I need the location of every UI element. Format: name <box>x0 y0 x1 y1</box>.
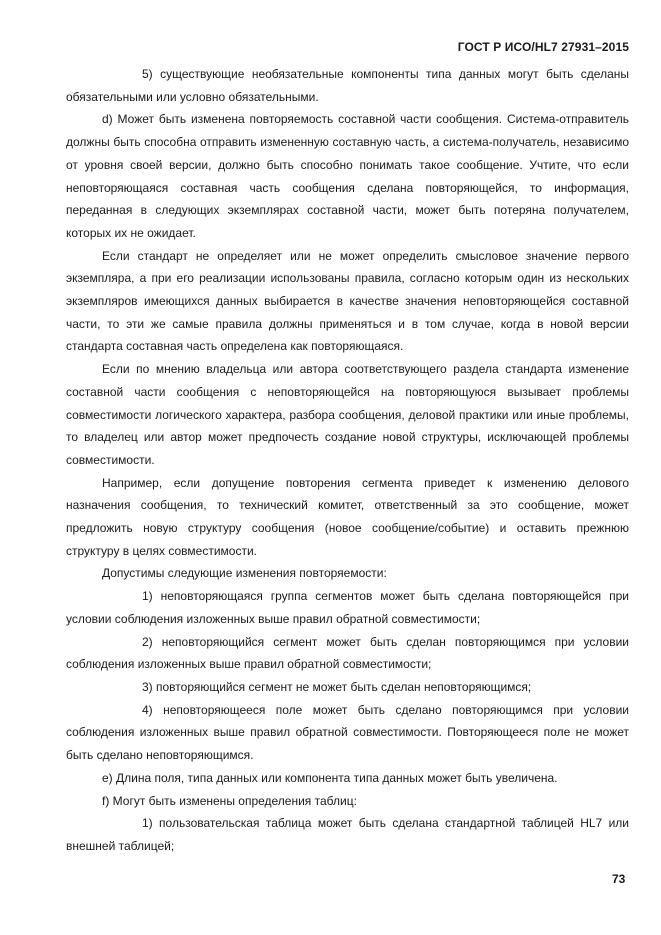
allowed-item-2: 2) неповторяющийся сегмент может быть сделан повторяющимся при условии соблюдения изложенных выше правил обратной совместимости; <box>66 634 629 672</box>
list-item-f1: 1) пользовательская таблица может быть сделана стандартной таблицей HL7 или внешней таблицей; <box>66 816 629 853</box>
page-number: 73 <box>612 872 626 886</box>
allowed-item-1: 1) неповторяющаяся группа сегментов может быть сделана повторяющейся при условии соблюдения изложенных выше правил обратной совместимости; <box>66 589 629 626</box>
paragraph-example: Например, если допущение повторения сегмента приведет к изменению делового назначения сообщения, то технический комитет, ответственный за это сообщение, может предложить новую структуру сообщения (новое сообщение/событие) и оставить прежнюю структуру в целях совместимости. <box>66 475 629 558</box>
paragraph-d: d) Может быть изменена повторяемость составной части сообщения. Система-отправитель должны быть способна отправить измененную составную часть, а система-получатель, независимо от уровня своей версии, должно быть способно понимать такое сообщение. Учтите, что если неповторяющаяся составная часть сообщения сделана повторяющейся, то информация, переданная в следующих экземплярах составной части, может быть потеряна получателем, которых их не ожидает. <box>66 112 629 240</box>
list-item-e: e) Длина поля, типа данных или компонента типа данных может быть увеличена. <box>102 770 558 785</box>
paragraph-standard: Если стандарт не определяет или не может определить смысловое значение первого экземпляра, а при его реализации использованы правила, согласно которым один из нескольких экземпляров имеющихся данных выбирается в качестве значения неповторяющейся составной части, то эти же самые правила должны применяться и в том случае, когда в новой версии стандарта составная часть определена как повторяющаяся. <box>66 248 629 354</box>
paragraph-owner: Если по мнению владельца или автора соответствующего раздела стандарта изменение составной части сообщения с неповторяющейся на повторяющуюся вызывает проблемы совместимости логического характера, разбора сообщения, деловой практики или иные проблемы, то владелец или автор может предпочесть создание новой структуры, исключающей проблемы совместимости. <box>66 362 629 467</box>
allowed-item-3: 3) повторяющийся сегмент не может быть сделан неповторяющимся; <box>142 679 532 694</box>
document-body <box>66 63 629 858</box>
list-item-5: 5) существующие необязательные компоненты типа данных могут быть сделаны обязательными или условно обязательными. <box>66 67 629 104</box>
allowed-item-4: 4) неповторяющееся поле может быть сделано повторяющимся при условии соблюдения изложенных выше правил обратной совместимости. Повторяющееся поле не может быть сделано неповторяющимся. <box>66 702 629 763</box>
allowed-changes-intro: Допустимы следующие изменения повторяемости: <box>102 566 387 581</box>
list-item-f: f) Могут быть изменены определения таблиц: <box>102 793 357 808</box>
document-header: ГОСТ Р ИСО/HL7 27931–2015 <box>457 40 629 54</box>
